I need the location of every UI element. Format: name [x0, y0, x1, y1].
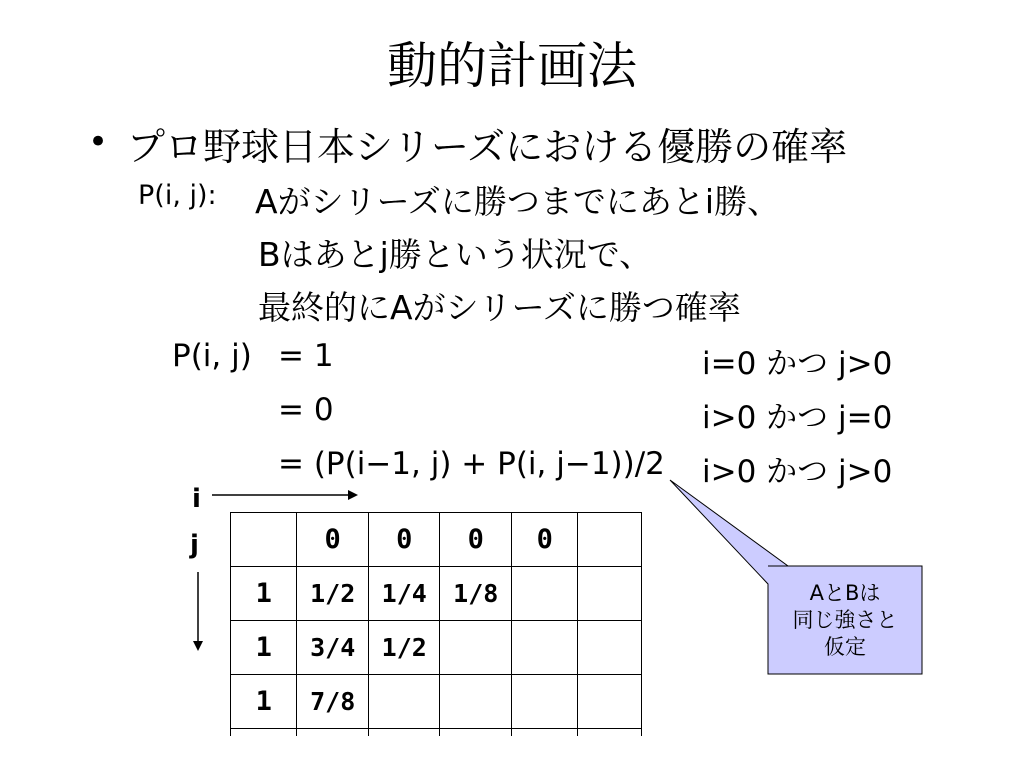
recurrence-value-2: = 0 — [278, 392, 334, 428]
table-cell — [512, 675, 578, 729]
recurrence-lhs: P(i, j) — [172, 338, 252, 374]
table-cell — [578, 567, 642, 621]
table-cell: 0 — [440, 513, 512, 567]
bullet-text: プロ野球日本シリーズにおける優勝の確率 — [127, 125, 848, 169]
i-axis-label: i — [192, 484, 201, 514]
table-cell: 3/4 — [297, 621, 369, 675]
table-cell — [440, 675, 512, 729]
table-cell — [368, 729, 440, 737]
table-cell: 1/8 — [440, 567, 512, 621]
recurrence-condition-3: i>0 かつ j>0 — [702, 454, 893, 490]
table-cell: 1 — [231, 621, 297, 675]
table-cell — [440, 729, 512, 737]
callout-line-2: 同じ強さと — [792, 607, 898, 632]
table-cell — [231, 729, 297, 737]
table-cell — [512, 567, 578, 621]
table-cell — [231, 513, 297, 567]
table-row — [231, 567, 642, 621]
table-cell: 1/4 — [368, 567, 440, 621]
table-row — [231, 513, 642, 567]
definition-line-2: Bはあとj勝という状況で、 — [258, 235, 653, 274]
table-cell — [578, 513, 642, 567]
table-row — [231, 675, 642, 729]
table-cell — [578, 729, 642, 737]
table-row — [231, 621, 642, 675]
recurrence-value-3: = (P(i−1, j) + P(i, j−1))/2 — [278, 446, 665, 482]
i-axis-arrow — [212, 490, 358, 500]
table-cell — [368, 675, 440, 729]
slide-title: 動的計画法 — [387, 37, 637, 95]
table-cell: 0 — [368, 513, 440, 567]
j-axis-label: j — [190, 530, 199, 560]
table-cell: 0 — [512, 513, 578, 567]
table-cell: 0 — [297, 513, 369, 567]
table-cell: 7/8 — [297, 675, 369, 729]
recurrence-condition-1: i=0 かつ j>0 — [702, 346, 893, 382]
callout-text — [768, 566, 922, 674]
dp-table-container — [230, 512, 642, 736]
table-cell: 1 — [231, 567, 297, 621]
recurrence-value-1: = 1 — [278, 338, 334, 374]
table-cell — [297, 729, 369, 737]
table-cell: 1/2 — [368, 621, 440, 675]
definition-term: P(i, j): — [138, 180, 217, 211]
table-cell — [578, 675, 642, 729]
table-cell — [512, 729, 578, 737]
definition-line-1: Aがシリーズに勝つまでにあとi勝、 — [255, 182, 781, 221]
j-axis-arrow — [193, 572, 203, 651]
callout-line-3: 仮定 — [824, 634, 866, 659]
table-cell — [440, 621, 512, 675]
dp-table — [230, 512, 642, 736]
recurrence-condition-2: i>0 かつ j=0 — [702, 400, 893, 436]
table-cell: 1/2 — [297, 567, 369, 621]
table-cell — [578, 621, 642, 675]
table-row — [231, 729, 642, 737]
table-cell — [512, 621, 578, 675]
definition-line-3: 最終的にAがシリーズに勝つ確率 — [258, 288, 741, 327]
callout-line-1: AとBは — [809, 580, 881, 605]
table-cell: 1 — [231, 675, 297, 729]
bullet-marker: • — [88, 122, 109, 162]
